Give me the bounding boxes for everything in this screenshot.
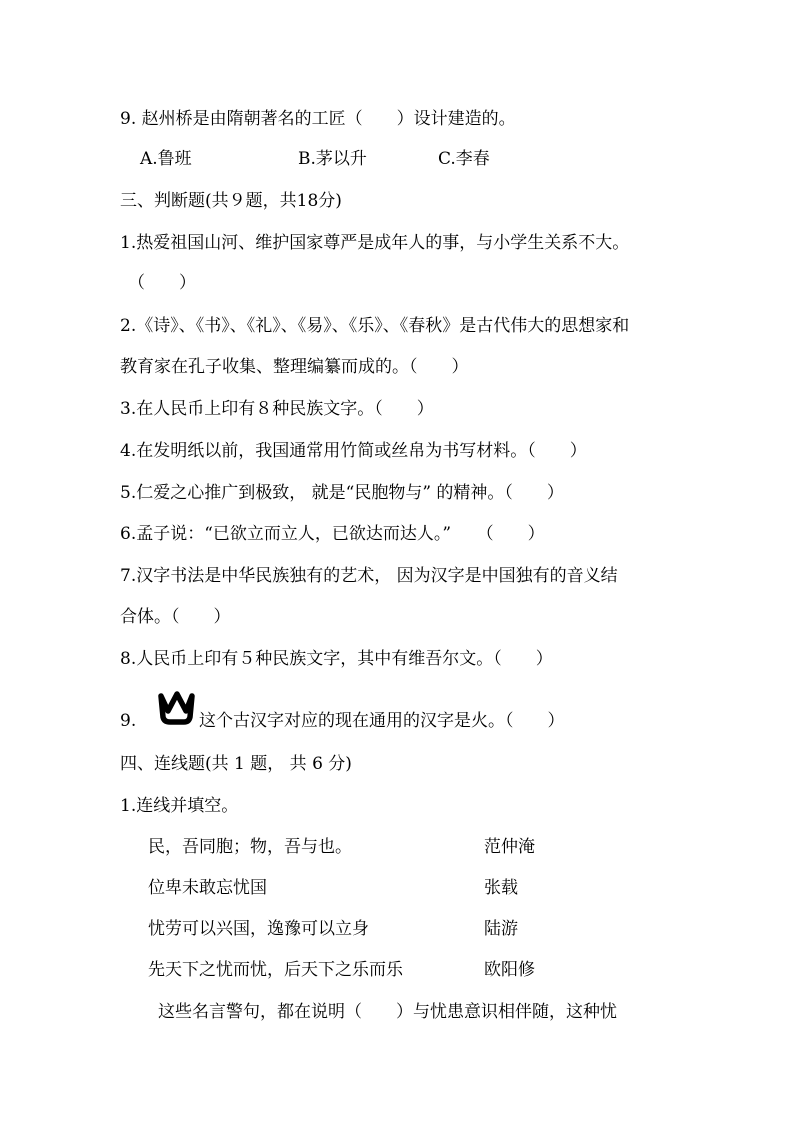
section4-title: 四、连线题(共 1 题， 共 6 分) (120, 754, 352, 774)
section3-title: 三、判断题(共９题，共18分) (120, 191, 342, 211)
author-1: 范仲淹 (484, 837, 535, 857)
option-b: B.茅以升 (298, 149, 367, 169)
judge-item-9: 这个古汉字对应的现在通用的汉字是火。（ ） (199, 711, 565, 731)
judge-item-3: 3.在人民币上印有８种民族文字。（ ） (120, 399, 434, 419)
quote-3: 忧劳可以兴国，逸豫可以立身 (148, 919, 369, 939)
judge-item-4: 4.在发明纸以前，我国通常用竹简或丝帛为书写材料。（ ） (120, 441, 587, 461)
judge-item-1-blank: （ ） (128, 273, 196, 293)
judge-item-6: 6.孟子说：“已欲立而立人，已欲达而达人。” （ ） (120, 524, 545, 544)
quote-1: 民，吾同胞；物，吾与也。 (148, 837, 352, 857)
author-2: 张载 (484, 878, 518, 898)
quote-2: 位卑未敢忘忧国 (148, 878, 267, 898)
judge-item-5: 5.仁爱之心推广到极致， 就是“民胞物与” 的精神。（ ） (120, 483, 564, 503)
question-9-text: 9. 赵州桥是由隋朝著名的工匠（ ）设计建造的。 (120, 109, 516, 129)
judge-item-2: 2.《诗》、《书》、《礼》、《易》、《乐》、《春秋》是古代伟大的思想家和 (120, 316, 630, 336)
judge-item-8: 8.人民币上印有５种民族文字，其中有维吾尔文。（ ） (120, 649, 553, 669)
author-3: 陆游 (484, 919, 518, 939)
closing-sentence: 这些名言警句，都在说明（ ）与忧患意识相伴随，这种忧 (158, 1002, 617, 1022)
judge-item-9-number: 9. (120, 711, 137, 731)
ancient-fire-character-icon (156, 690, 196, 726)
author-4: 欧阳修 (484, 960, 535, 980)
quote-4: 先天下之忧而忧，后天下之乐而乐 (148, 960, 403, 980)
judge-item-7: 7.汉字书法是中华民族独有的艺术， 因为汉字是中国独有的音义结 (120, 566, 618, 586)
option-c: C.李春 (438, 149, 490, 169)
judge-item-2-cont: 教育家在孔子收集、整理编纂而成的。（ ） (120, 357, 469, 377)
option-a: A.鲁班 (140, 149, 192, 169)
judge-item-7-cont: 合体。（ ） (120, 607, 231, 627)
judge-item-1: 1.热爱祖国山河、维护国家尊严是成年人的事，与小学生关系不大。 (120, 233, 630, 253)
matching-question-1: 1.连线并填空。 (120, 796, 239, 816)
